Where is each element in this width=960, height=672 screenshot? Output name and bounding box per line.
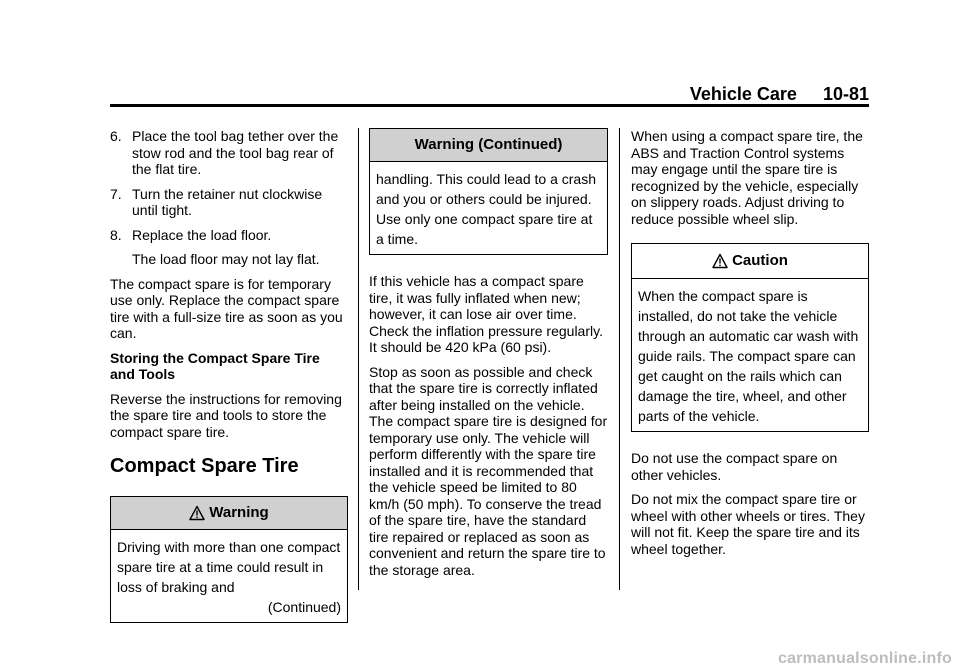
warning-body	[111, 530, 347, 622]
step-text: Place the tool bag tether over the stow rod and the tool bag rear of the flat tire.	[132, 128, 339, 177]
column-divider	[619, 128, 620, 590]
column-1	[110, 128, 348, 637]
paragraph: Stop as soon as possible and check that the spare tire is correctly inflated after being installed on the vehicle. The compact spare tire is designed for temporary use only. The vehicle will perform differently with the spare tire installed and it is recommended that the vehicle speed be limited to 80 km/h (50 mph). To conserve the tread of the spare tire, have the standard tire repaired or replaced as soon as convenient and return the spare tire to the storage area.	[369, 363, 608, 578]
paragraph: The compact spare is for temporary use only. Replace the compact spare tire with a full-size tire as soon as you can.	[110, 275, 343, 341]
step-number: 8.	[110, 226, 122, 243]
column-3	[631, 128, 869, 565]
caution-title: Caution	[732, 251, 788, 269]
warning-header	[111, 497, 347, 530]
warning-triangle-icon	[189, 505, 205, 521]
warning-text: Driving with more than one compact spare tire at a time could result in loss of braking and	[117, 539, 341, 595]
column-divider	[358, 128, 359, 590]
paragraph: If this vehicle has a compact spare tire, it was fully inflated when new; however, it can lose air over time. Check the inflation pressure regularly. It should be 420 kPa (60 psi).	[369, 273, 603, 355]
section-title: Vehicle Care	[689, 84, 797, 104]
paragraph: When using a compact spare tire, the ABS and Traction Control systems may engage until the spare tire is recognized by the vehicle, especially on slippery roads. Adjust driving to reduce possible wheel slip.	[631, 128, 863, 227]
page-number: 10-81	[822, 84, 869, 104]
step-text: Replace the load floor.	[132, 226, 272, 243]
page-header	[110, 84, 869, 104]
watermark-text: carmanualsonline.info	[777, 650, 952, 667]
warning-continued-body: handling. This could lead to a crash and you or others could be injured. Use only one compact spare tire at a time.	[376, 171, 596, 247]
paragraph: Do not mix the compact spare tire or wheel with other wheels or tires. They will not fit. Keep the spare tire and its wheel together.	[631, 491, 865, 557]
section-heading: Compact Spare Tire	[110, 455, 299, 477]
subheading: Storing the Compact Spare Tire and Tools	[110, 349, 320, 382]
warning-continued-box	[369, 128, 608, 255]
caution-header	[632, 244, 868, 279]
paragraph: Do not use the compact spare on other vehicles.	[631, 450, 838, 483]
list-item	[110, 186, 348, 219]
column-2	[369, 128, 608, 586]
caution-body: When the compact spare is installed, do not take the vehicle through an automatic car wash with guide rails. The compact spare can get caught on the rails which can damage the tire, wheel, and other parts of the vehicle.	[638, 288, 859, 424]
step-number: 7.	[110, 185, 122, 202]
list-item	[110, 227, 348, 244]
paragraph: Reverse the instructions for removing the spare tire and tools to store the compact spare tire.	[110, 390, 342, 440]
warning-box	[110, 496, 348, 623]
step-text: Turn the retainer nut clockwise until tight.	[132, 185, 323, 218]
list-item	[110, 128, 348, 178]
warning-title: Warning	[209, 503, 269, 521]
caution-box	[631, 243, 869, 432]
continued-label: (Continued)	[267, 599, 341, 615]
step-note: The load floor may not lay flat.	[132, 251, 320, 267]
header-rule	[110, 104, 869, 107]
warning-triangle-icon	[712, 253, 728, 269]
warning-continued-header: Warning (Continued)	[370, 129, 607, 162]
step-number: 6.	[110, 128, 122, 144]
